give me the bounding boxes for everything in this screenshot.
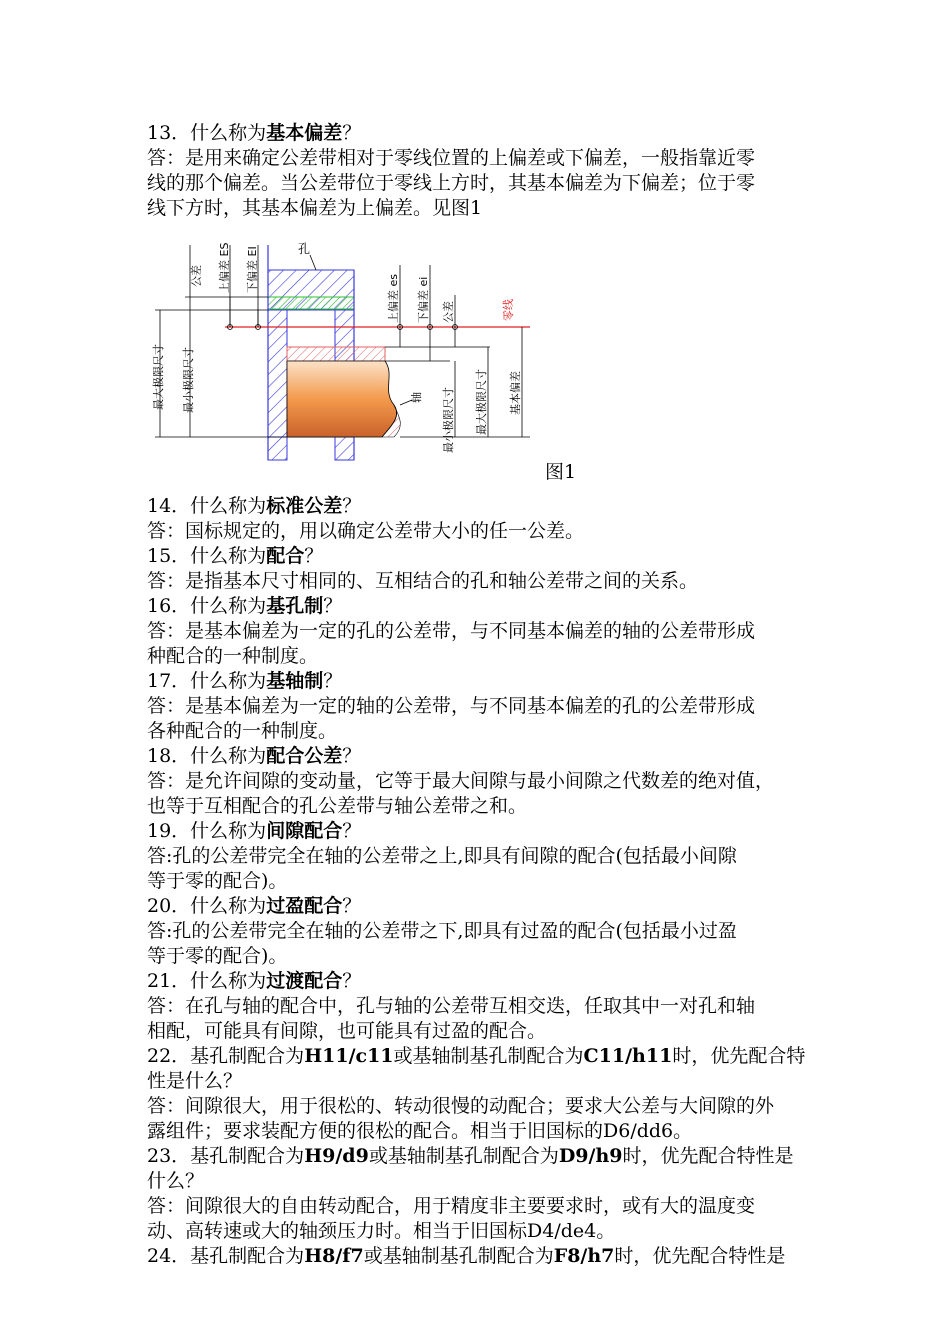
answer-16-line: 答：是基本偏差为一定的孔的公差带，与不同基本偏差的轴的公差带形成 [147,620,756,642]
min-limit-size-left: 最小极限尺寸 [182,347,195,413]
fit-code: H11/c11 [304,1045,394,1067]
answer-23-line: 答：间隙很大的自由转动配合，用于精度非主要要求时，或有大的温度变 [147,1195,756,1217]
max-limit-size-right: 最大极限尺寸 [475,369,488,435]
question-13: 13．什么称为基本偏差？ [147,122,362,144]
question-23: 23．基孔制配合为H9/d9或基轴制基孔制配合为D9/h9时，优先配合特性是 [147,1145,794,1167]
min-limit-size-right: 最小极限尺寸 [442,387,455,453]
answer-16-line: 种配合的一种制度。 [147,645,319,667]
term-bold: 间隙配合 [266,820,343,842]
answer-20-line: 答:孔的公差带完全在轴的公差带之下,即具有过盈的配合(包括最小过盈 [147,920,737,942]
question-21: 21．什么称为过渡配合？ [147,970,362,992]
answer-22-line: 答：间隙很大，用于很松的、转动很慢的动配合；要求大公差与大间隙的外 [147,1095,775,1117]
term-bold: 基本偏差 [266,122,343,144]
term-bold: 标准公差 [266,495,343,517]
term-bold: 过渡配合 [266,970,343,992]
fit-code: D9/h9 [558,1145,623,1167]
question-15: 15．什么称为配合？ [147,545,324,567]
term-bold: 基孔制 [266,595,324,617]
term-bold: 配合公差 [266,745,343,767]
answer-13-line: 线下方时，其基本偏差为上偏差。见图1 [147,197,483,219]
answer-17-line: 答：是基本偏差为一定的轴的公差带，与不同基本偏差的孔的公差带形成 [147,695,756,717]
zero-line-label: 零线 [502,299,515,321]
fit-code: H9/d9 [304,1145,369,1167]
term-bold: 过盈配合 [266,895,343,917]
hole-label: 孔 [298,242,311,256]
basic-deviation-label: 基本偏差 [509,371,522,415]
question-18: 18．什么称为配合公差？ [147,745,362,767]
question-22: 22．基孔制配合为H11/c11或基轴制基孔制配合为C11/h11时，优先配合特 [147,1045,806,1067]
hole-tolerance-zone [268,297,354,309]
upper-deviation-shaft-label: 上偏差 es [387,274,400,323]
tolerance-diagram [150,225,550,465]
question-22-line: 性是什么？ [147,1070,243,1092]
answer-13-line: 线的那个偏差。当公差带位于零线上方时，其基本偏差为下偏差；位于零 [147,172,756,194]
answer-21-line: 答：在孔与轴的配合中，孔与轴的公差带互相交迭，任取其中一对孔和轴 [147,995,756,1017]
question-20: 20．什么称为过盈配合？ [147,895,362,917]
shaft-section [287,347,400,437]
term-bold: 配合 [266,545,305,567]
question-13-block [147,121,867,221]
answer-15-line: 答：是指基本尺寸相同的、互相结合的孔和轴公差带之间的关系。 [147,570,699,592]
fit-code: C11/h11 [583,1045,673,1067]
lower-deviation-hole-label: 下偏差 EI [246,246,259,293]
tolerance-label-left: 公差 [190,265,203,287]
question-17: 17．什么称为基轴制？ [147,670,343,692]
term-bold: 基轴制 [266,670,324,692]
question-16: 16．什么称为基孔制？ [147,595,343,617]
max-limit-size-left: 最大极限尺寸 [152,344,165,410]
fit-code: H8/f7 [304,1245,364,1267]
answer-17-line: 各种配合的一种制度。 [147,720,338,742]
lower-deviation-shaft-label: 下偏差 ei [417,276,430,323]
question-14: 14．什么称为标准公差？ [147,495,362,517]
answer-22-line: 露组件；要求装配方便的很松的配合。相当于旧国标的D6/dd6。 [147,1120,693,1142]
answer-13-line: 答：是用来确定公差带相对于零线位置的上偏差或下偏差，一般指靠近零 [147,147,756,169]
figure-caption: 图1 [545,461,577,483]
shaft-label: 轴 [410,392,423,403]
answer-18-line: 答：是允许间隙的变动量，它等于最大间隙与最小间隙之代数差的绝对值， [147,770,775,792]
answer-18-line: 也等于互相配合的孔公差带与轴公差带之和。 [147,795,528,817]
tolerance-label-right: 公差 [442,301,455,323]
question-23-line: 什么？ [147,1170,205,1192]
answer-19-line: 答:孔的公差带完全在轴的公差带之上,即具有间隙的配合(包括最小间隙 [147,845,737,867]
question-19: 19．什么称为间隙配合？ [147,820,362,842]
upper-deviation-hole-label: 上偏差 ES [218,242,231,293]
fit-code: F8/h7 [553,1245,615,1267]
answer-21-line: 相配，可能具有间隙，也可能具有过盈的配合。 [147,1020,547,1042]
question-24: 24．基孔制配合为H8/f7或基轴制基孔制配合为F8/h7时，优先配合特性是 [147,1245,786,1267]
answer-20-line: 等于零的配合)。 [147,945,288,967]
answer-23-line: 动、高转速或大的轴颈压力时。相当于旧国标D4/de4。 [147,1220,616,1242]
answer-14-line: 答：国标规定的，用以确定公差带大小的任一公差。 [147,520,585,542]
answer-19-line: 等于零的配合)。 [147,870,288,892]
questions-block [147,494,867,1269]
